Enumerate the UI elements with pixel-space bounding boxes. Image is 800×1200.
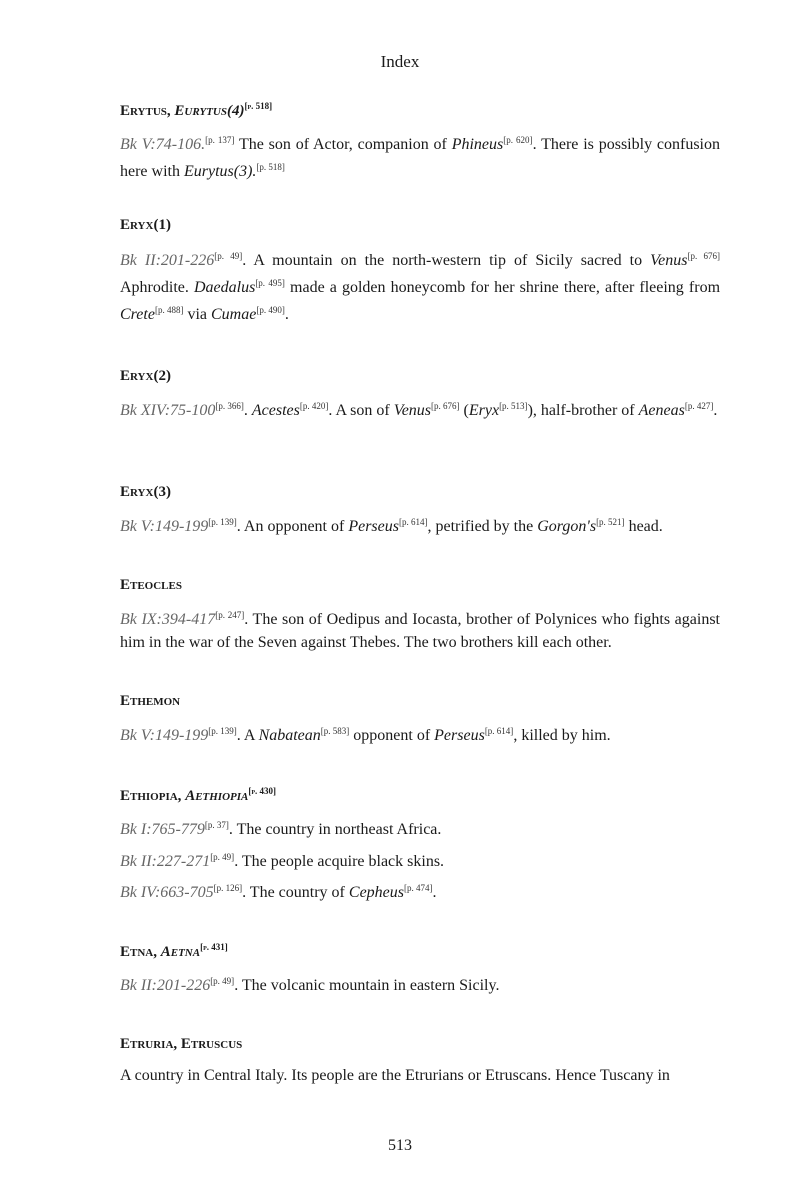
- entry-heading-ethemon: Ethemon: [120, 693, 181, 709]
- entry-text-ethiopia-1: [120, 814, 720, 841]
- entry-text: , petrified by the: [427, 518, 538, 535]
- entry-text-eryx-1: [120, 245, 720, 326]
- page-ref[interactable]: [p. 513]: [499, 401, 528, 411]
- page-ref[interactable]: [p. 420]: [299, 401, 329, 411]
- cross-ref-link[interactable]: Cumae: [211, 306, 257, 323]
- entry-heading-eryx-1: Eryx(1): [120, 217, 171, 233]
- entry-heading-text: Ethiopia,: [120, 788, 182, 804]
- page-number: 513: [388, 1137, 412, 1154]
- entry-text: The son of Actor, companion of: [234, 136, 452, 153]
- book-reference[interactable]: Bk IV:663-705: [120, 884, 214, 901]
- page-ref: [p. 518]: [244, 101, 273, 111]
- entry-text: . A mountain on the north-western tip of Sicily sacred to: [242, 252, 651, 269]
- book-reference[interactable]: Bk I:765-779: [120, 821, 205, 838]
- cross-ref-link[interactable]: Perseus: [348, 518, 399, 535]
- page-header: Index: [380, 52, 420, 71]
- book-reference[interactable]: Bk II:201-226: [120, 252, 215, 269]
- page-ref[interactable]: [p. 427]: [684, 401, 714, 411]
- entry-heading-ethiopia: [120, 786, 276, 805]
- entry-text: Aphrodite.: [120, 279, 194, 296]
- entry-text: ), half-brother of: [527, 402, 639, 419]
- entry-heading-text: Etna,: [120, 944, 157, 960]
- entry-text: head.: [624, 518, 663, 535]
- book-reference[interactable]: Bk V:149-199: [120, 727, 209, 744]
- page-ref[interactable]: [p. 620]: [503, 135, 533, 145]
- cross-ref-link[interactable]: Venus: [650, 252, 688, 269]
- page-ref[interactable]: [p. 137]: [205, 135, 235, 145]
- entry-text: . A son of: [328, 402, 394, 419]
- entry-text: .: [713, 402, 718, 419]
- entry-text-erytus: [120, 129, 720, 183]
- entry-text: . An opponent of: [236, 518, 349, 535]
- entry-heading-etruria: Etruria, Etruscus: [120, 1036, 243, 1052]
- book-reference[interactable]: Bk IX:394-417: [120, 611, 216, 628]
- page-ref[interactable]: [p. 495]: [255, 278, 285, 288]
- entry-text: . The volcanic mountain in eastern Sicily.: [234, 977, 500, 994]
- entry-text-ethiopia-3: [120, 877, 720, 904]
- entry-text-etruria: [120, 1064, 720, 1087]
- page-ref[interactable]: [p. 49]: [210, 852, 235, 862]
- entry-heading-eteocles: Eteocles: [120, 577, 182, 593]
- entry-text: . The people acquire black skins.: [234, 853, 445, 870]
- entry-text: (: [459, 402, 469, 419]
- cross-ref-link[interactable]: Acestes: [251, 402, 300, 419]
- page-ref: [p. 430]: [248, 786, 277, 796]
- page-ref[interactable]: [p. 614]: [398, 517, 428, 527]
- entry-text: opponent of: [349, 727, 435, 744]
- entry-text: . The country of: [242, 884, 349, 901]
- entry-text: . A: [236, 727, 259, 744]
- cross-ref-link[interactable]: Nabatean: [258, 727, 321, 744]
- entry-heading-alt: Eurytus(4): [174, 103, 245, 119]
- cross-ref-link[interactable]: Cepheus: [348, 884, 404, 901]
- entry-text-eteocles: [120, 604, 720, 654]
- entry-text-eryx-3: [120, 511, 720, 538]
- entry-text: . There is possibly confusion here with: [120, 136, 721, 180]
- cross-ref-link[interactable]: Crete: [120, 306, 155, 323]
- page-ref[interactable]: [p. 126]: [213, 883, 243, 893]
- book-reference[interactable]: Bk V:74-106.: [120, 136, 206, 153]
- page-ref[interactable]: [p. 490]: [256, 305, 285, 315]
- entry-text-ethemon: [120, 720, 720, 747]
- book-reference[interactable]: Bk II:227-271: [120, 853, 211, 870]
- page-ref[interactable]: [p. 37]: [204, 820, 229, 830]
- entry-text: , killed by him.: [513, 727, 611, 744]
- book-reference[interactable]: Bk V:149-199: [120, 518, 209, 535]
- book-reference[interactable]: Bk XIV:75-100: [120, 402, 216, 419]
- entry-heading-alt: Aetna: [160, 944, 201, 960]
- cross-ref-link[interactable]: Perseus: [434, 727, 485, 744]
- entry-heading-eryx-2: Eryx(2): [120, 368, 171, 384]
- page-ref[interactable]: [p. 488]: [154, 305, 184, 315]
- entry-text: A country in Central Italy. Its people are the Etrurians or Etruscans. Hence Tuscany in: [120, 1067, 670, 1084]
- cross-ref-link[interactable]: Eryx: [468, 402, 500, 419]
- page-ref[interactable]: [p. 139]: [208, 726, 237, 736]
- book-reference[interactable]: Bk II:201-226: [120, 977, 211, 994]
- page-ref[interactable]: [p. 614]: [484, 726, 514, 736]
- entry-text-etna: [120, 970, 720, 997]
- entry-heading-alt: Aethiopia: [185, 788, 249, 804]
- cross-ref-link[interactable]: Aeneas: [638, 402, 685, 419]
- cross-ref-link[interactable]: Daedalus: [193, 279, 256, 296]
- entry-heading-erytus: [120, 101, 272, 120]
- entry-text: .: [243, 402, 252, 419]
- cross-ref-link[interactable]: Gorgon's: [537, 518, 597, 535]
- entry-text: via: [183, 306, 211, 323]
- page-ref[interactable]: [p. 247]: [215, 610, 245, 620]
- page-ref[interactable]: [p. 49]: [210, 976, 235, 986]
- page-ref[interactable]: [p. 518]: [256, 162, 285, 172]
- page-ref[interactable]: [p. 676]: [687, 251, 720, 261]
- entry-text-ethiopia-2: [120, 846, 720, 873]
- page-ref: [p. 431]: [200, 942, 228, 952]
- page-ref[interactable]: [p. 583]: [320, 726, 350, 736]
- page-ref[interactable]: [p. 474]: [404, 883, 433, 893]
- cross-ref-link[interactable]: Eurytus(3).: [183, 163, 257, 180]
- page-ref[interactable]: [p. 676]: [431, 401, 460, 411]
- entry-heading-text: Erytus,: [120, 103, 171, 119]
- entry-heading-eryx-3: Eryx(3): [120, 484, 171, 500]
- page-ref[interactable]: [p. 49]: [214, 251, 243, 261]
- cross-ref-link[interactable]: Phineus: [451, 136, 504, 153]
- entry-text: .: [284, 306, 289, 323]
- page-ref[interactable]: [p. 521]: [596, 517, 625, 527]
- cross-ref-link[interactable]: Venus: [393, 402, 432, 419]
- entry-text: . The son of Oedipus and Iocasta, brother of Polynices who fights against him in the war of the Seven against Thebes. The two brothers kill each other.: [120, 611, 720, 651]
- entry-text: made a golden honeycomb for her shrine there, after fleeing from: [284, 279, 721, 296]
- page-ref[interactable]: [p. 139]: [208, 517, 237, 527]
- entry-text: . The country in northeast Africa.: [228, 821, 442, 838]
- entry-heading-etna: [120, 942, 228, 961]
- entry-text: .: [432, 884, 437, 901]
- entry-text-eryx-2: [120, 395, 720, 422]
- page-ref[interactable]: [p. 366]: [215, 401, 244, 411]
